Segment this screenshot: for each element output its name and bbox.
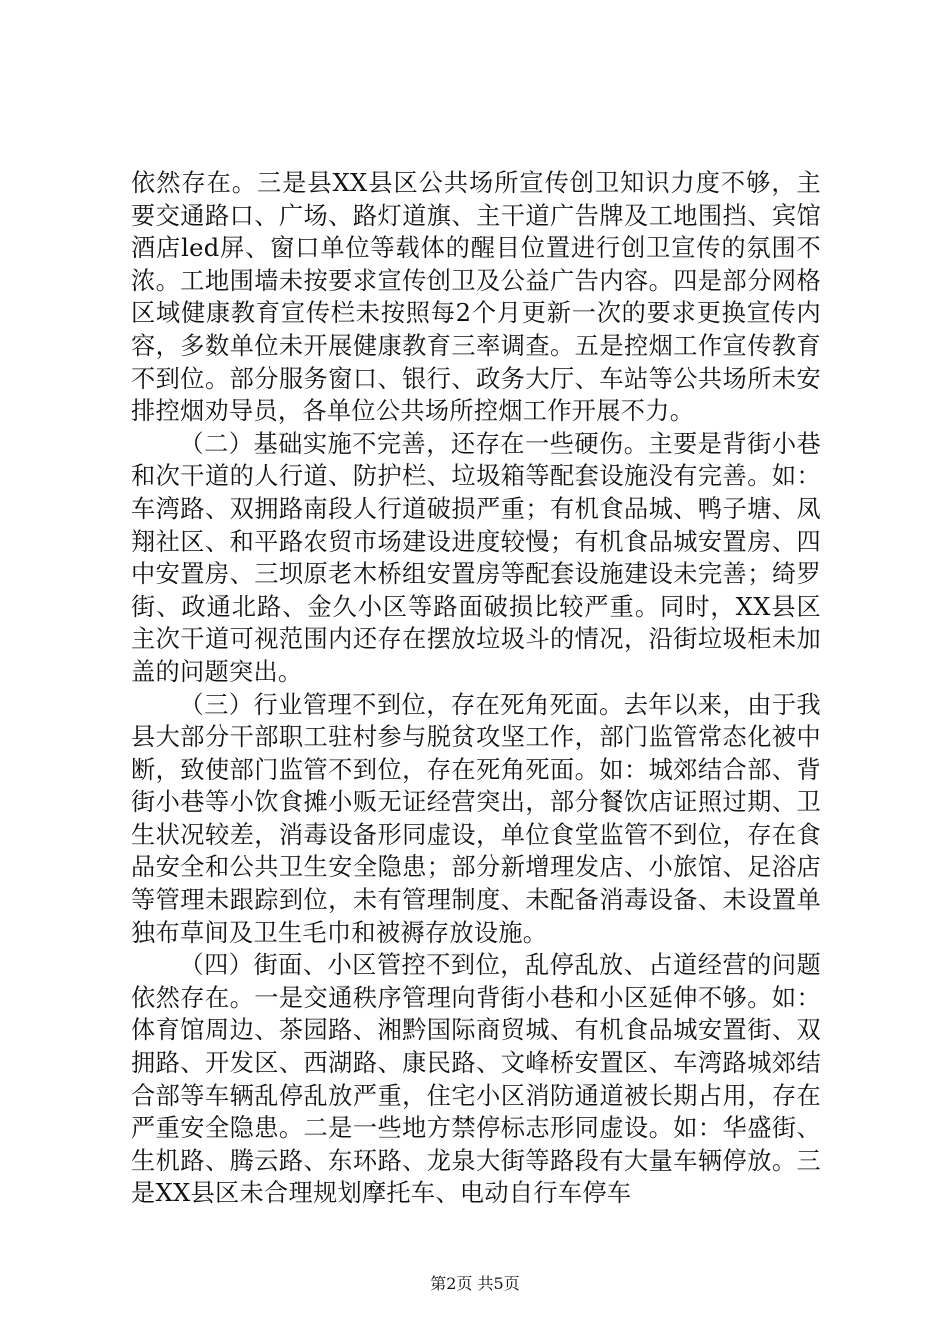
- paragraph-continuation: 依然存在。三是县XX县区公共场所宣传创卫知识力度不够，主要交通路口、广场、路灯道旗、主干道广告牌及工地围挡、宾馆酒店led屏、窗口单位等载体的醒目位置进行创卫宣传的氛围不浓。工地围墙未按要求宣传创卫及公益广告内容。四是部分网格区域健康教育宣传栏未按照每2个月更新一次的要求更换宣传内容，多数单位未开展健康教育三率调查。五是控烟工作宣传教育不到位。部分服务窗口、银行、政务大厅、车站等公共场所未安排控烟劝导员，各单位公共场所控烟工作开展不力。: [131, 169, 821, 426]
- page-number-footer: 第2页 共5页: [430, 1274, 520, 1293]
- paragraph-section-3: （三）行业管理不到位，存在死角死面。去年以来，由于我县大部分干部职工驻村参与脱贫攻坚工作，部门监管常态化被中断，致使部门监管不到位，存在死角死面。如：城郊结合部、背街小巷等小饮食摊小贩无证经营突出，部分餐饮店证照过期、卫生状况较差，消毒设备形同虚设，单位食堂监管不到位，存在食品安全和公共卫生安全隐患；部分新增理发店、小旅馆、足浴店等管理未跟踪到位，未有管理制度、未配备消毒设备、未设置单独布草间及卫生毛巾和被褥存放设施。: [131, 690, 821, 947]
- document-body: [131, 167, 821, 1210]
- paragraph-section-2: （二）基础实施不完善，还存在一些硬伤。主要是背街小巷和次干道的人行道、防护栏、垃圾箱等配套设施没有完善。如：车湾路、双拥路南段人行道破损严重；有机食品城、鸭子塘、凤翔社区、和平路农贸市场建设进度较慢；有机食品城安置房、四中安置房、三坝原老木桥组安置房等配套设施建设未完善；绮罗街、政通北路、金久小区等路面破损比较严重。同时，XX县区主次干道可视范围内还存在摆放垃圾斗的情况，沿街垃圾柜未加盖的问题突出。: [131, 429, 821, 686]
- paragraph-section-4: （四）街面、小区管控不到位，乱停乱放、占道经营的问题依然存在。一是交通秩序管理向背街小巷和小区延伸不够。如：体育馆周边、茶园路、湘黔国际商贸城、有机食品城安置街、双拥路、开发区、西湖路、康民路、文峰桥安置区、车湾路城郊结合部等车辆乱停乱放严重，住宅小区消防通道被长期占用，存在严重安全隐患。二是一些地方禁停标志形同虚设。如：华盛街、生机路、腾云路、东环路、龙泉大街等路段有大量车辆停放。三是XX县区未合理规划摩托车、电动自行车停车: [131, 951, 821, 1208]
